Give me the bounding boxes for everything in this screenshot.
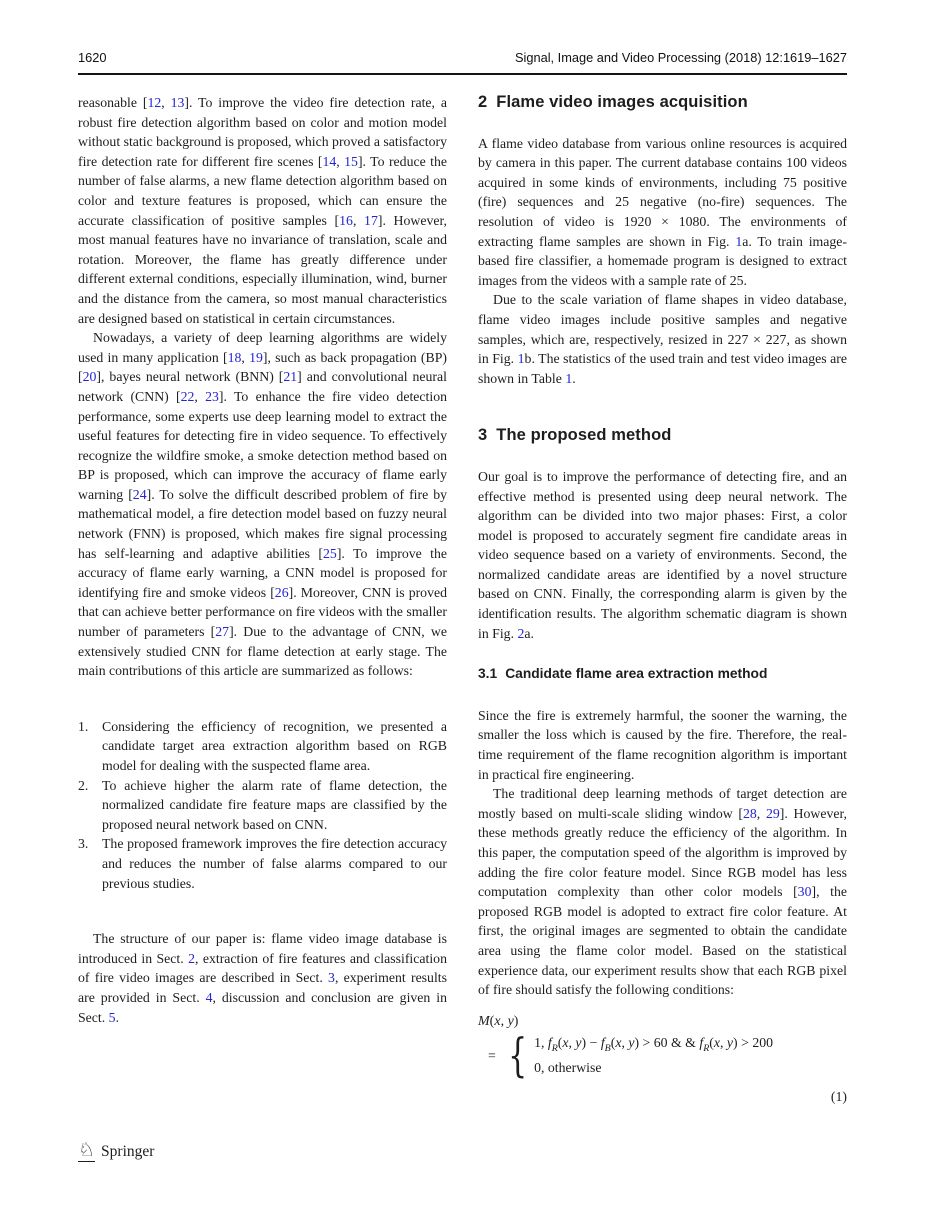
page-footer — [78, 1141, 154, 1162]
section-number: 2 — [478, 93, 488, 111]
section-number: 3 — [478, 426, 488, 445]
citation-link[interactable]: 3 — [328, 970, 335, 986]
list-number: 2. — [78, 777, 89, 793]
section-3-heading — [478, 426, 847, 446]
citation-link[interactable]: 27 — [215, 624, 230, 640]
citation-link[interactable]: 24 — [132, 486, 147, 502]
citation-link[interactable]: 19 — [249, 349, 263, 365]
citation-link[interactable]: 1 — [565, 370, 573, 386]
equation-lhs: M(x, y) — [478, 1013, 519, 1029]
citation-link[interactable]: 12 — [147, 95, 162, 110]
citation-link[interactable]: 17 — [364, 212, 378, 228]
citation-link[interactable]: 22 — [180, 388, 195, 404]
page-header — [78, 50, 847, 65]
citation-link[interactable]: 4 — [205, 989, 213, 1005]
citation-link[interactable]: 13 — [170, 95, 185, 110]
article-body — [78, 93, 847, 1107]
citation-link[interactable]: 26 — [274, 584, 289, 600]
section-2-heading — [478, 93, 847, 113]
paragraph-database: A flame video database from various online resources is acquired by camera in this paper. The current database contains 100 videos acquired in some kinds of environments, including 75 positive (fire) sequences and 25 negative (no-fire) sequences. The resolution of video is 1920 × 1080. The environments of extracting flame samples are shown in Fig. 1a. To train image-based fire classifier, a homemade program is designed to extract images from the videos with a sample rate of 25. — [478, 135, 847, 288]
citation-link[interactable]: 1 — [517, 351, 525, 367]
citation-link[interactable]: 1 — [735, 233, 743, 249]
paragraph-goal: Our goal is to improve the performance of detecting fire, and an effective method is presented using deep neural network. The algorithm can be divided into two major phases: First, a color model is proposed to accurately segment fire candidate areas in video sequence based on a variety of environments. Second, the normalized candidate areas are identified by a novel structure based on CNN. Finally, the corresponding alarm is given by the identification results. The algorithm schematic diagram is shown in Fig. 2a. — [478, 468, 847, 641]
section-title: Flame video images acquisition — [496, 93, 748, 111]
list-text: To achieve higher the alarm rate of flame detection, the normalized candidate fire feature maps are classified by the proposed neural network based on CNN. — [102, 777, 447, 832]
citation-link[interactable]: 18 — [227, 349, 242, 365]
equation-cases — [534, 1033, 773, 1077]
citation-link[interactable]: 20 — [82, 369, 97, 385]
equation-1 — [478, 1012, 847, 1107]
citation-link[interactable]: 2 — [517, 625, 525, 641]
paragraph-deep-learning: Nowadays, a variety of deep learning algorithms are widely used in many application [18, 19], such as back propagation (BP) [20], bayes neural network (BNN) [21] and convolutional neural network (CNN) [22, 23]. To enhance the fire video detection performance, some experts use deep learning model to extract the useful features for detecting fire in video sequence. To effectively recognize the wildfire smoke, a smoke detection method based on BP is proposed, which can improve the accuracy of flame early warning [24]. To solve the difficult described problem of fire by mathematical model, a fire detection model based on fuzzy neural network (FNN) is proposed, which makes fire signal processing has self-learning and adaptive abilities [25]. To improve the accuracy of flame early warning, a CNN model is proposed for identifying fire and smoke videos [26]. Moreover, CNN is proved that can achieve better performance on fire videos with the smaller number of parameters [27]. Due to the advantage of CNN, we extensively studied CNN for flame detection at early stage. The main contributions of this article are summarized as follows: — [78, 330, 448, 679]
equation-cases-row — [478, 1028, 847, 1083]
paragraph-related-work: reasonable [12, 13]. To improve the video fire detection rate, a robust fire detection algorithm based on color and motion model without static background is proposed, which proved a satisfactory fire detection rate for different fire scenes [14, 15]. To reduce the number of false alarms, a new flame detection algorithm based on color and texture features is proposed, which can ensure the accurate classification of positive samples [16, 17]. However, most manual features have no invariance of translation, scale and rotation. Moreover, the flame has greatly difference under different external conditions, especially illumination, wind, burner and the distance from the camera, so most manual characteristics are designed based on statistical in certain circumstances. — [78, 95, 447, 326]
contribution-item-1 — [78, 717, 447, 776]
journal-citation: Signal, Image and Video Processing (2018) 12:1619–1627 — [514, 50, 847, 65]
paragraph-samples: Due to the scale variation of flame shapes in video database, flame video images include positive samples and negative samples, which are, respectively, resized in 227 × 227, as shown in Fig. 1b. The statistics of the used train and test video images are shown in Table 1. — [478, 292, 847, 386]
contributions-list — [78, 717, 447, 893]
page-number: 1620 — [78, 50, 107, 65]
citation-link[interactable]: 28 — [743, 805, 757, 821]
paragraph-paper-structure: The structure of our paper is: flame video image database is introduced in Sect. 2, extraction of fire features and classification of fire video images are described in Sect. 3, experiment results are provided in Sect. 4, discussion and conclusion are given in Sect. 5. — [78, 931, 448, 1025]
citation-link[interactable]: 14 — [322, 153, 337, 169]
equation-number: (1) — [830, 1089, 847, 1105]
contribution-item-3 — [78, 834, 447, 893]
springer-knight-icon: ♘ — [78, 1139, 96, 1161]
springer-logo-text: Springer — [101, 1142, 155, 1160]
equation-case-fire: 1, $f_R(x$, $y) - f_B(x$, y) > 60 & & $f_R(x$, y) > 200 — [534, 1035, 774, 1055]
citation-link[interactable]: 21 — [283, 369, 298, 385]
citation-link[interactable]: 25 — [323, 545, 337, 561]
header-rule — [78, 73, 847, 75]
paragraph-rgb-model: The traditional deep learning methods of target detection are mostly based on multi-scale sliding window [28, 29]. However, these methods greatly reduce the efficiency of the algorithm. In this paper, the computation speed of the algorithm is improved by adding the fire color feature model. Since RGB model has less computation complexity than other color models [30], the proposed RGB model is adopted to extract fire color feature. At first, the original images are segmented to obtain the candidate area using the flame color model. Based on the statistical experience data, our experiment results show that each RGB pixel of fire should satisfy the following conditions: — [478, 786, 847, 998]
right-column — [478, 93, 847, 1107]
citation-link[interactable]: 5 — [108, 1009, 116, 1025]
left-column — [78, 93, 447, 1107]
list-text: Considering the efficiency of recognition, we presented a candidate target area extraction algorithm based on RGB model for dealing with the suspected flame area. — [102, 718, 447, 773]
citation-link[interactable]: 23 — [205, 388, 219, 404]
equals-sign: = — [488, 1047, 496, 1063]
section-3-1-heading — [478, 664, 847, 684]
curly-brace: { — [507, 1028, 527, 1083]
list-number: 3. — [78, 836, 89, 852]
equation-case-otherwise: 0, otherwise — [534, 1060, 602, 1076]
section-title: The proposed method — [496, 426, 672, 445]
citation-link[interactable]: 2 — [188, 950, 196, 966]
citation-link[interactable]: 15 — [344, 153, 358, 169]
contribution-item-2 — [78, 776, 447, 835]
list-text: The proposed framework improves the fire detection accuracy and reduces the number of false alarms compared to our previous studies. — [102, 836, 447, 891]
list-number: 1. — [78, 718, 89, 734]
citation-link[interactable]: 16 — [339, 212, 353, 228]
citation-link[interactable]: 29 — [765, 805, 780, 821]
section-title: Candidate flame area extraction method — [505, 666, 768, 682]
citation-link[interactable]: 30 — [797, 884, 812, 900]
paragraph-realtime: Since the fire is extremely harmful, the sooner the warning, the smaller the loss which is caused by the fire. Therefore, the real-time requirement of the flame recognition algorithm is important in practical fire engineering. — [478, 707, 847, 782]
section-number: 3.1 — [478, 666, 498, 682]
